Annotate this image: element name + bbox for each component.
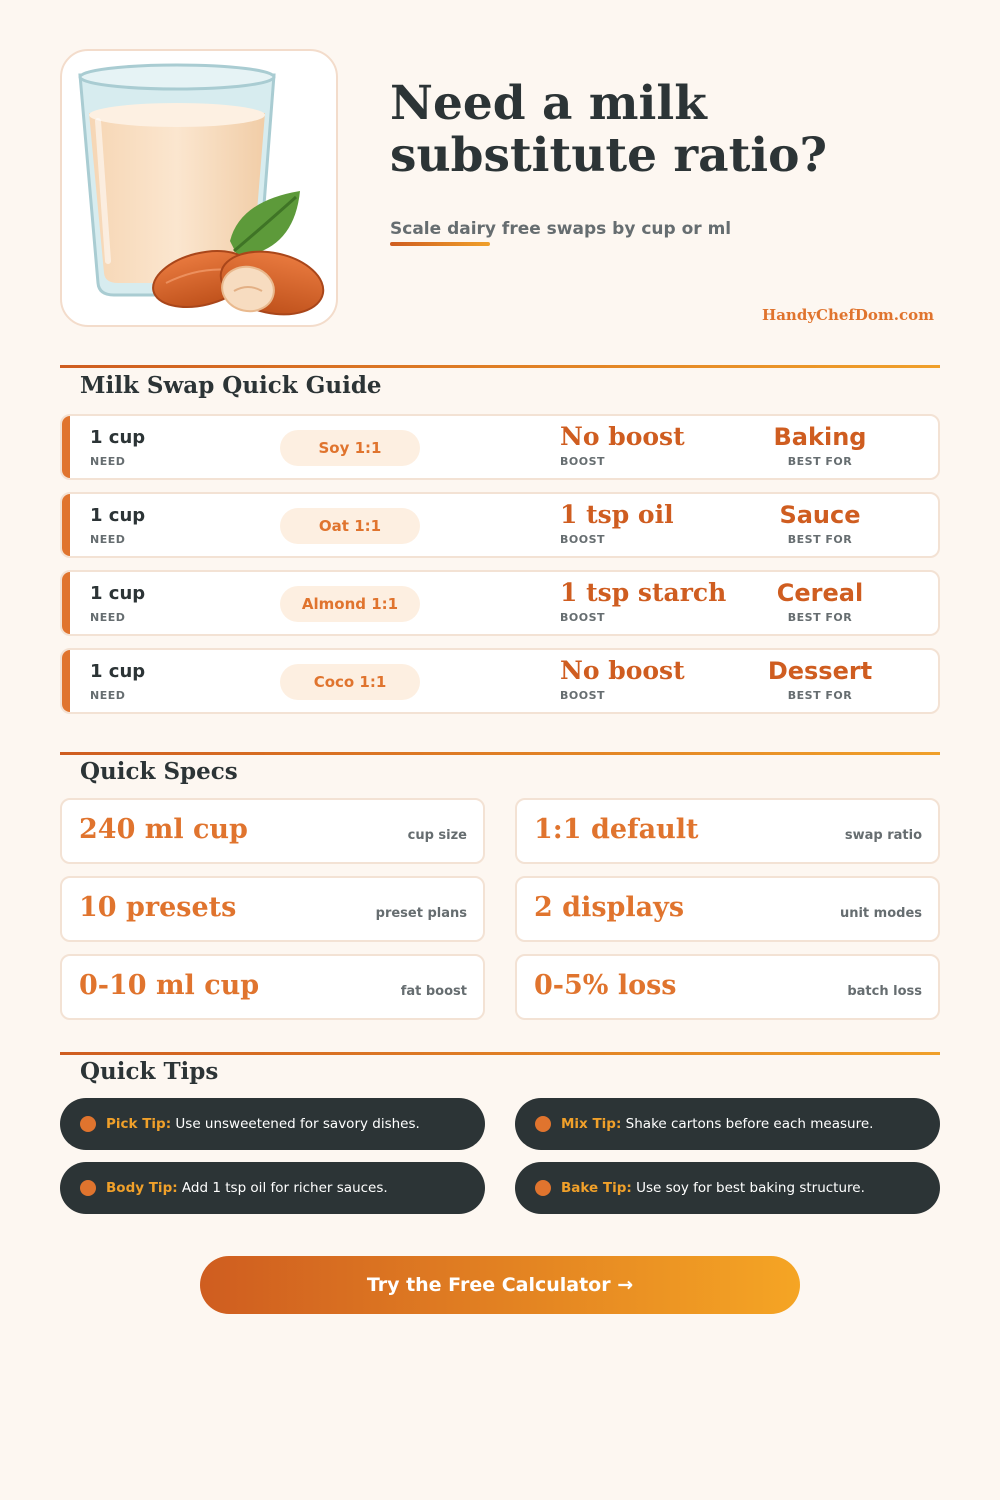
tip-key: Mix Tip: bbox=[561, 1116, 622, 1132]
boost-value: 1 tsp oil bbox=[560, 500, 674, 529]
tip-key: Body Tip: bbox=[106, 1180, 178, 1196]
page-title: Need a milk substitute ratio? bbox=[390, 76, 828, 183]
spec-value: 0-5% loss bbox=[534, 970, 677, 1001]
boost-label: BOOST bbox=[560, 455, 606, 468]
spec-label: fat boost bbox=[400, 984, 467, 999]
almond-milk-glass-illustration bbox=[62, 51, 338, 327]
best-for-label: BEST FOR bbox=[787, 611, 853, 624]
tip-pill bbox=[515, 1098, 940, 1150]
swap-pill: Coco 1:1 bbox=[280, 664, 420, 700]
boost-value: No boost bbox=[560, 656, 685, 685]
swap-pill: Almond 1:1 bbox=[280, 586, 420, 622]
spec-card bbox=[515, 954, 940, 1020]
tips-title: Quick Tips bbox=[80, 1058, 219, 1085]
tip-pill bbox=[60, 1098, 485, 1150]
best-for-label: BEST FOR bbox=[787, 455, 853, 468]
spec-card bbox=[515, 798, 940, 864]
tips-divider bbox=[60, 1052, 940, 1055]
tip-pill bbox=[60, 1162, 485, 1214]
need-label: NEED bbox=[90, 689, 126, 702]
best-for-value: Sauce bbox=[779, 501, 861, 529]
hero-image-card bbox=[60, 49, 338, 327]
best-for-value: Baking bbox=[773, 423, 867, 451]
swap-pill: Oat 1:1 bbox=[280, 508, 420, 544]
spec-value: 240 ml cup bbox=[79, 814, 248, 845]
spec-value: 10 presets bbox=[79, 892, 237, 923]
tip-body: Shake cartons before each measure. bbox=[621, 1116, 874, 1132]
spec-label: unit modes bbox=[839, 906, 922, 921]
need-value: 1 cup bbox=[90, 661, 146, 682]
spec-value: 1:1 default bbox=[534, 814, 699, 845]
guide-title: Milk Swap Quick Guide bbox=[80, 372, 382, 399]
spec-label: batch loss bbox=[847, 984, 922, 999]
need-label: NEED bbox=[90, 533, 126, 546]
guide-divider bbox=[60, 365, 940, 368]
specs-title: Quick Specs bbox=[80, 758, 238, 785]
spec-card bbox=[515, 876, 940, 942]
guide-row bbox=[60, 648, 940, 714]
tip-pill bbox=[515, 1162, 940, 1214]
spec-label: preset plans bbox=[375, 906, 467, 921]
tip-text bbox=[561, 1098, 873, 1150]
need-value: 1 cup bbox=[90, 505, 146, 526]
best-for-value: Cereal bbox=[776, 579, 864, 607]
orange-dot-icon bbox=[535, 1180, 551, 1196]
boost-label: BOOST bbox=[560, 533, 606, 546]
row-accent bbox=[62, 416, 70, 478]
tip-body: Add 1 tsp oil for richer sauces. bbox=[177, 1180, 388, 1196]
best-for-value: Dessert bbox=[767, 657, 873, 685]
need-value: 1 cup bbox=[90, 583, 146, 604]
guide-row bbox=[60, 492, 940, 558]
subtitle-underline bbox=[390, 242, 490, 246]
guide-row bbox=[60, 570, 940, 636]
spec-card bbox=[60, 954, 485, 1020]
tip-body: Use unsweetened for savory dishes. bbox=[171, 1116, 420, 1132]
orange-dot-icon bbox=[535, 1116, 551, 1132]
need-label: NEED bbox=[90, 455, 126, 468]
best-for-label: BEST FOR bbox=[787, 533, 853, 546]
guide-row bbox=[60, 414, 940, 480]
orange-dot-icon bbox=[80, 1116, 96, 1132]
spec-card bbox=[60, 876, 485, 942]
tip-body: Use soy for best baking structure. bbox=[631, 1180, 865, 1196]
boost-value: 1 tsp starch bbox=[560, 578, 727, 607]
spec-label: swap ratio bbox=[844, 828, 922, 843]
tip-key: Pick Tip: bbox=[106, 1116, 172, 1132]
page-subtitle: Scale dairy free swaps by cup or ml bbox=[390, 219, 732, 239]
need-value: 1 cup bbox=[90, 427, 146, 448]
spec-label: cup size bbox=[407, 828, 467, 843]
tip-text bbox=[561, 1162, 865, 1214]
orange-dot-icon bbox=[80, 1180, 96, 1196]
row-accent bbox=[62, 650, 70, 712]
tip-text bbox=[106, 1162, 388, 1214]
spec-value: 2 displays bbox=[534, 892, 685, 923]
swap-pill: Soy 1:1 bbox=[280, 430, 420, 466]
brand-link[interactable]: HandyChefDom.com bbox=[762, 306, 934, 324]
tip-key: Bake Tip: bbox=[561, 1180, 632, 1196]
boost-value: No boost bbox=[560, 422, 685, 451]
tip-text bbox=[106, 1098, 420, 1150]
boost-label: BOOST bbox=[560, 689, 606, 702]
spec-value: 0-10 ml cup bbox=[79, 970, 260, 1001]
row-accent bbox=[62, 494, 70, 556]
spec-card bbox=[60, 798, 485, 864]
free-calculator-button[interactable]: Try the Free Calculator → bbox=[200, 1256, 800, 1314]
row-accent bbox=[62, 572, 70, 634]
boost-label: BOOST bbox=[560, 611, 606, 624]
need-label: NEED bbox=[90, 611, 126, 624]
best-for-label: BEST FOR bbox=[787, 689, 853, 702]
specs-divider bbox=[60, 752, 940, 755]
